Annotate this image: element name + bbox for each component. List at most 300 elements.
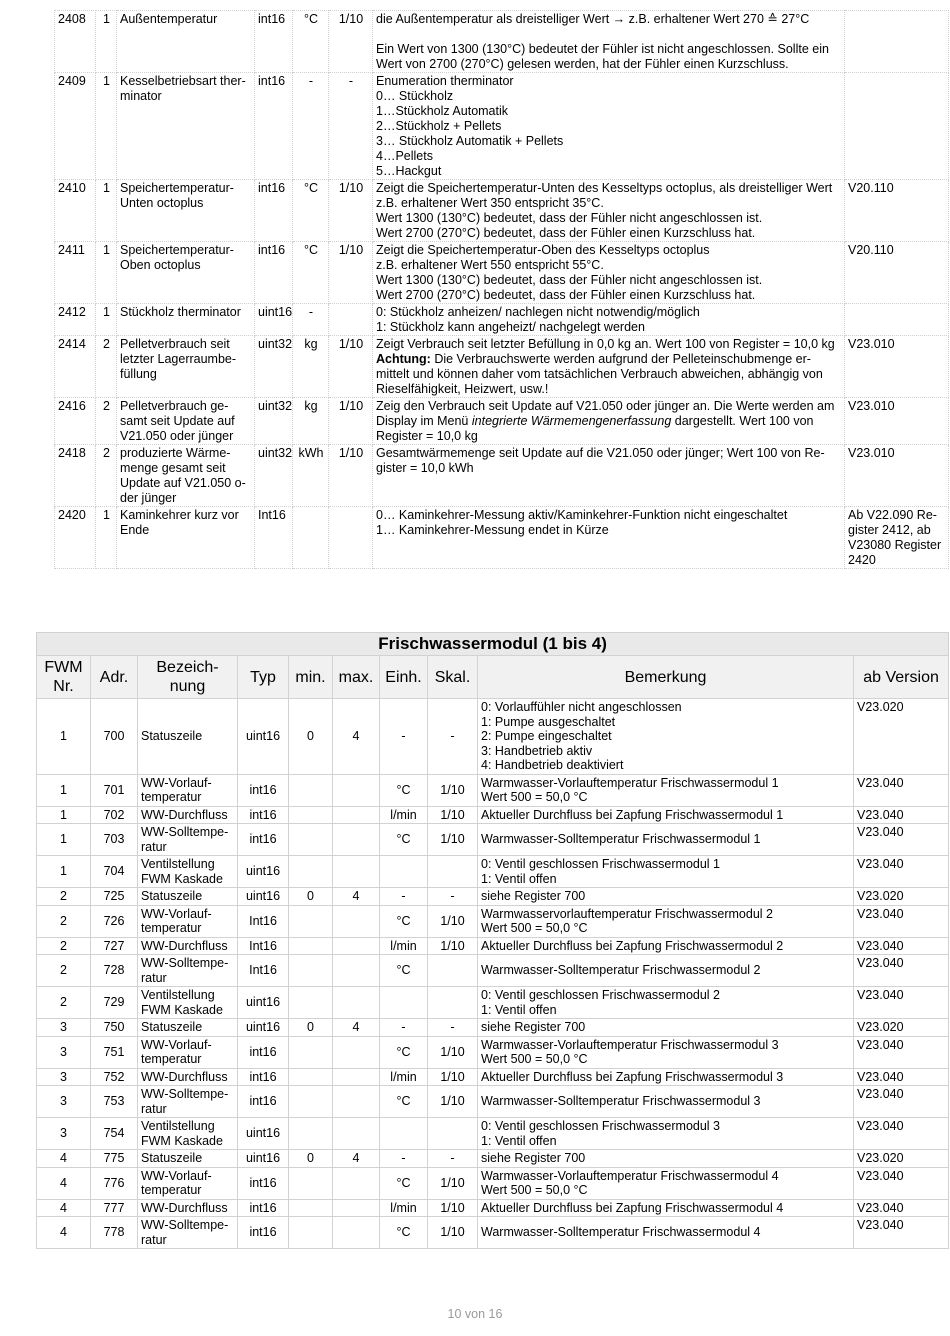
fwm-number: 1 (37, 699, 91, 775)
register-type: uint16 (255, 304, 293, 336)
remark-text: Zeigt Verbrauch seit letzter Befüllung in 0,0 kg an. Wert 100 von Register = 10,0 kg (376, 337, 835, 351)
register-address: 2410 (55, 180, 96, 242)
fwm-min: 0 (289, 699, 333, 775)
register-address: 2414 (55, 336, 96, 398)
fwm-unit: °C (380, 1036, 428, 1068)
fwm-unit (380, 1118, 428, 1150)
fwm-version: V23.040 (854, 987, 949, 1019)
register-version: Ab V22.090 Re-gister 2412, ab V23080 Register 2420 (845, 507, 949, 569)
fwm-version: V23.040 (854, 905, 949, 937)
table-row (55, 398, 949, 445)
fwm-max (333, 1036, 380, 1068)
table-row (37, 1150, 949, 1168)
register-count: 1 (96, 304, 117, 336)
table-row (37, 1217, 949, 1249)
table-row (37, 905, 949, 937)
header-einheit: Einh. (380, 656, 428, 699)
register-address: 2416 (55, 398, 96, 445)
remark-warning-label: Achtung: (376, 352, 431, 366)
fwm-remark: Warmwasser-Vorlauftemperatur Frischwassermodul 1 Wert 500 = 50,0 °C (478, 774, 854, 806)
register-scale: 1/10 (329, 336, 373, 398)
header-skalierung: Skal. (428, 656, 478, 699)
register-unit: °C (293, 242, 329, 304)
register-remark: Gesamtwärmemenge seit Update auf die V21.050 oder jünger; Wert 100 von Re-gister = 10,0 kWh (373, 445, 845, 507)
fwm-unit: °C (380, 1217, 428, 1249)
header-bemerkung: Bemerkung (478, 656, 854, 699)
fwm-table (36, 632, 949, 1249)
fwm-designation: Statuszeile (138, 1150, 238, 1168)
fwm-min (289, 824, 333, 856)
register-type: int16 (255, 180, 293, 242)
fwm-designation: WW-Solltempe-ratur (138, 824, 238, 856)
register-name: Stückholz therminator (117, 304, 255, 336)
fwm-type: uint16 (238, 1019, 289, 1037)
fwm-min (289, 774, 333, 806)
header-min: min. (289, 656, 333, 699)
fwm-address: 704 (91, 856, 138, 888)
fwm-unit: °C (380, 774, 428, 806)
fwm-type: int16 (238, 806, 289, 824)
fwm-remark: Warmwasservorlauftemperatur Frischwassermodul 2 Wert 500 = 50,0 °C (478, 905, 854, 937)
fwm-address: 729 (91, 987, 138, 1019)
fwm-remark: Warmwasser-Vorlauftemperatur Frischwassermodul 4 Wert 500 = 50,0 °C (478, 1167, 854, 1199)
fwm-min (289, 955, 333, 987)
fwm-max (333, 1086, 380, 1118)
register-count: 1 (96, 73, 117, 180)
register-address: 2411 (55, 242, 96, 304)
fwm-number: 4 (37, 1217, 91, 1249)
register-name: Kesselbetriebsart ther-minator (117, 73, 255, 180)
fwm-address: 777 (91, 1199, 138, 1217)
fwm-unit: °C (380, 955, 428, 987)
fwm-remark: Warmwasser-Solltemperatur Frischwassermodul 1 (478, 824, 854, 856)
fwm-address: 726 (91, 905, 138, 937)
register-unit: °C (293, 180, 329, 242)
register-remark: Zeigt die Speichertemperatur-Oben des Kesseltyps octoplus z.B. erhaltener Wert 550 entspricht 55°C. Wert 1300 (130°C) bedeutet, dass der Fühler nicht angeschlossen ist. Wert 2700 (270°C) bedeutet, dass der Fühler einen Kurzschluss hat. (373, 242, 845, 304)
fwm-designation: WW-Durchfluss (138, 1068, 238, 1086)
fwm-scale (428, 1118, 478, 1150)
register-count: 2 (96, 445, 117, 507)
register-unit (293, 507, 329, 569)
fwm-version: V23.040 (854, 1167, 949, 1199)
fwm-type: uint16 (238, 1118, 289, 1150)
fwm-unit: °C (380, 905, 428, 937)
fwm-version: V23.020 (854, 888, 949, 906)
header-bezeichnung: Bezeich-nung (138, 656, 238, 699)
fwm-number: 4 (37, 1199, 91, 1217)
fwm-max (333, 1167, 380, 1199)
register-version (845, 304, 949, 336)
fwm-type: int16 (238, 1167, 289, 1199)
fwm-address: 753 (91, 1086, 138, 1118)
register-version (845, 11, 949, 73)
fwm-max (333, 774, 380, 806)
register-remark: die Außentemperatur als dreistelliger Wert → z.B. erhaltener Wert 270 ≙ 27°C Ein Wert von 1300 (130°C) bedeutet der Fühler ist nicht angeschlossen. Sollte ein Wert von 2700 (270°C) gelesen werden, hat der Fühler einen Kurzschluss. (373, 11, 845, 73)
table-row (37, 806, 949, 824)
header-version: ab Version (854, 656, 949, 699)
register-scale: 1/10 (329, 445, 373, 507)
fwm-address: 750 (91, 1019, 138, 1037)
fwm-type: int16 (238, 1199, 289, 1217)
fwm-scale: 1/10 (428, 905, 478, 937)
fwm-address: 751 (91, 1036, 138, 1068)
table-row (37, 774, 949, 806)
fwm-unit: l/min (380, 806, 428, 824)
fwm-scale: 1/10 (428, 1086, 478, 1118)
register-version: V23.010 (845, 445, 949, 507)
fwm-version: V23.040 (854, 1118, 949, 1150)
fwm-type: int16 (238, 1217, 289, 1249)
fwm-type: int16 (238, 1086, 289, 1118)
fwm-remark: Aktueller Durchfluss bei Zapfung Frischwassermodul 1 (478, 806, 854, 824)
fwm-remark: Aktueller Durchfluss bei Zapfung Frischwassermodul 2 (478, 937, 854, 955)
fwm-number: 3 (37, 1068, 91, 1086)
fwm-remark: Aktueller Durchfluss bei Zapfung Frischwassermodul 3 (478, 1068, 854, 1086)
header-fwm: FWM Nr. (37, 656, 91, 699)
register-remark: Enumeration therminator 0… Stückholz 1…Stückholz Automatik 2…Stückholz + Pellets 3… Stückholz Automatik + Pellets 4…Pellets 5…Hackgut (373, 73, 845, 180)
fwm-min (289, 806, 333, 824)
register-count: 1 (96, 507, 117, 569)
fwm-type: uint16 (238, 888, 289, 906)
fwm-scale: 1/10 (428, 1217, 478, 1249)
register-version: V23.010 (845, 398, 949, 445)
register-type: uint32 (255, 398, 293, 445)
fwm-scale: - (428, 1150, 478, 1168)
register-version: V23.010 (845, 336, 949, 398)
register-name: Pelletverbrauch seit letzter Lagerraumbe-füllung (117, 336, 255, 398)
fwm-designation: WW-Solltempe-ratur (138, 1217, 238, 1249)
fwm-table-title-row (37, 633, 949, 656)
fwm-remark: siehe Register 700 (478, 1150, 854, 1168)
register-name: Speichertemperatur-Unten octoplus (117, 180, 255, 242)
fwm-max: 4 (333, 699, 380, 775)
fwm-unit: - (380, 699, 428, 775)
fwm-designation: Statuszeile (138, 1019, 238, 1037)
fwm-number: 4 (37, 1167, 91, 1199)
fwm-min (289, 1118, 333, 1150)
register-version: V20.110 (845, 242, 949, 304)
table-row (37, 888, 949, 906)
register-table-upper (54, 10, 949, 569)
register-address: 2420 (55, 507, 96, 569)
fwm-number: 2 (37, 888, 91, 906)
register-name: Speichertemperatur-Oben octoplus (117, 242, 255, 304)
fwm-version: V23.040 (854, 1217, 949, 1249)
register-scale: 1/10 (329, 11, 373, 73)
fwm-unit (380, 987, 428, 1019)
fwm-min (289, 1086, 333, 1118)
fwm-scale: 1/10 (428, 806, 478, 824)
register-remark: 0… Kaminkehrer-Messung aktiv/Kaminkehrer-Funktion nicht eingeschaltet 1… Kaminkehrer-Messung endet in Kürze (373, 507, 845, 569)
fwm-type: uint16 (238, 1150, 289, 1168)
fwm-scale: 1/10 (428, 774, 478, 806)
fwm-unit: °C (380, 824, 428, 856)
fwm-scale (428, 955, 478, 987)
register-remark: Zeigt die Speichertemperatur-Unten des Kesseltyps octoplus, als dreistelliger Wert z.B. erhaltener Wert 350 entspricht 35°C. Wert 1300 (130°C) bedeutet, dass der Fühler nicht angeschlossen ist. Wert 2700 (270°C) bedeutet, dass der Fühler einen Kurzschluss hat. (373, 180, 845, 242)
fwm-max (333, 905, 380, 937)
fwm-designation: WW-Durchfluss (138, 806, 238, 824)
register-type: int16 (255, 73, 293, 180)
table-row (55, 11, 949, 73)
register-address: 2412 (55, 304, 96, 336)
table-row (37, 1036, 949, 1068)
fwm-type: Int16 (238, 937, 289, 955)
register-count: 1 (96, 242, 117, 304)
fwm-remark: Warmwasser-Solltemperatur Frischwassermodul 3 (478, 1086, 854, 1118)
register-scale (329, 304, 373, 336)
register-version: V20.110 (845, 180, 949, 242)
fwm-address: 778 (91, 1217, 138, 1249)
page-number: 10 von 16 (447, 1307, 503, 1321)
fwm-min (289, 1199, 333, 1217)
fwm-address: 700 (91, 699, 138, 775)
fwm-min (289, 905, 333, 937)
table-row (37, 856, 949, 888)
fwm-min (289, 1217, 333, 1249)
fwm-version: V23.040 (854, 774, 949, 806)
fwm-version: V23.040 (854, 824, 949, 856)
fwm-version: V23.040 (854, 806, 949, 824)
fwm-type: int16 (238, 774, 289, 806)
register-name: produzierte Wärme-menge gesamt seit Update auf V21.050 o-der jünger (117, 445, 255, 507)
fwm-scale: 1/10 (428, 1036, 478, 1068)
register-address: 2418 (55, 445, 96, 507)
fwm-unit: - (380, 888, 428, 906)
fwm-address: 754 (91, 1118, 138, 1150)
remark-warning-text: Die Verbrauchswerte werden aufgrund der Pelleteinschubmenge er-mittelt und können daher vom tatsächlichen Verbrauch abweichen, abhängig von Rieselfähigkeit, Heizwert, usw.! (376, 352, 823, 396)
table-row (55, 336, 949, 398)
fwm-address: 776 (91, 1167, 138, 1199)
fwm-unit: °C (380, 1167, 428, 1199)
fwm-scale: 1/10 (428, 937, 478, 955)
fwm-number: 2 (37, 937, 91, 955)
fwm-scale: 1/10 (428, 1068, 478, 1086)
register-table-upper-body (55, 11, 949, 569)
table-row (55, 73, 949, 180)
fwm-scale: 1/10 (428, 1199, 478, 1217)
fwm-max (333, 1199, 380, 1217)
fwm-number: 3 (37, 1086, 91, 1118)
register-type: uint32 (255, 336, 293, 398)
fwm-remark: Warmwasser-Solltemperatur Frischwassermodul 2 (478, 955, 854, 987)
fwm-version: V23.040 (854, 1199, 949, 1217)
fwm-version: V23.020 (854, 1019, 949, 1037)
table-row (37, 937, 949, 955)
register-scale: 1/10 (329, 398, 373, 445)
fwm-max (333, 937, 380, 955)
register-scale (329, 507, 373, 569)
fwm-address: 703 (91, 824, 138, 856)
fwm-type: uint16 (238, 699, 289, 775)
fwm-designation: Statuszeile (138, 888, 238, 906)
header-adr: Adr. (91, 656, 138, 699)
register-unit: - (293, 304, 329, 336)
fwm-address: 702 (91, 806, 138, 824)
fwm-max (333, 987, 380, 1019)
register-remark (373, 336, 845, 398)
fwm-max (333, 806, 380, 824)
register-address: 2409 (55, 73, 96, 180)
fwm-designation: Ventilstellung FWM Kaskade (138, 856, 238, 888)
table-row (37, 1167, 949, 1199)
fwm-version: V23.040 (854, 1086, 949, 1118)
table-row (55, 180, 949, 242)
fwm-number: 1 (37, 824, 91, 856)
register-name: Außentemperatur (117, 11, 255, 73)
fwm-designation: WW-Solltempe-ratur (138, 1086, 238, 1118)
fwm-table-title: Frischwassermodul (1 bis 4) (37, 633, 949, 656)
fwm-version: V23.040 (854, 1068, 949, 1086)
register-scale: 1/10 (329, 180, 373, 242)
fwm-designation: WW-Durchfluss (138, 1199, 238, 1217)
fwm-max: 4 (333, 1019, 380, 1037)
fwm-version: V23.040 (854, 856, 949, 888)
register-count: 1 (96, 11, 117, 73)
fwm-min: 0 (289, 1150, 333, 1168)
register-remark (373, 398, 845, 445)
fwm-remark: 0: Ventil geschlossen Frischwassermodul 3 1: Ventil offen (478, 1118, 854, 1150)
fwm-type: Int16 (238, 905, 289, 937)
fwm-min: 0 (289, 888, 333, 906)
fwm-number: 2 (37, 987, 91, 1019)
fwm-number: 1 (37, 856, 91, 888)
fwm-address: 725 (91, 888, 138, 906)
fwm-type: int16 (238, 824, 289, 856)
table-row (55, 304, 949, 336)
fwm-remark: Warmwasser-Vorlauftemperatur Frischwassermodul 3 Wert 500 = 50,0 °C (478, 1036, 854, 1068)
remark-text-end: dargestellt. Wert 100 von Register = 10,0 kg (376, 414, 814, 443)
fwm-max (333, 1068, 380, 1086)
fwm-remark: Warmwasser-Solltemperatur Frischwassermodul 4 (478, 1217, 854, 1249)
fwm-number: 2 (37, 905, 91, 937)
register-count: 2 (96, 336, 117, 398)
fwm-unit: °C (380, 1086, 428, 1118)
register-unit: kg (293, 336, 329, 398)
table-row (55, 507, 949, 569)
fwm-max (333, 955, 380, 987)
register-scale: 1/10 (329, 242, 373, 304)
table-row (37, 824, 949, 856)
fwm-max: 4 (333, 888, 380, 906)
fwm-type: int16 (238, 1036, 289, 1068)
register-unit: °C (293, 11, 329, 73)
register-unit: kg (293, 398, 329, 445)
fwm-version: V23.020 (854, 699, 949, 775)
register-address: 2408 (55, 11, 96, 73)
register-count: 2 (96, 398, 117, 445)
fwm-min (289, 1036, 333, 1068)
fwm-unit: l/min (380, 937, 428, 955)
fwm-type: int16 (238, 1068, 289, 1086)
fwm-min (289, 1068, 333, 1086)
fwm-designation: WW-Durchfluss (138, 937, 238, 955)
remark-menu-name: integrierte Wärmemengenerfassung (471, 414, 672, 428)
remark-text: Zeig den Verbrauch seit Update auf V21.050 oder jünger an. Die Werte werden am Display im Menü (376, 399, 835, 428)
fwm-remark: 0: Ventil geschlossen Frischwassermodul 1 1: Ventil offen (478, 856, 854, 888)
register-unit: kWh (293, 445, 329, 507)
register-scale: - (329, 73, 373, 180)
table-row (37, 1199, 949, 1217)
fwm-min (289, 1167, 333, 1199)
fwm-number: 4 (37, 1150, 91, 1168)
fwm-max (333, 1217, 380, 1249)
fwm-designation: WW-Vorlauf-temperatur (138, 1167, 238, 1199)
fwm-unit: - (380, 1150, 428, 1168)
fwm-number: 3 (37, 1036, 91, 1068)
fwm-scale: 1/10 (428, 824, 478, 856)
fwm-number: 2 (37, 955, 91, 987)
fwm-remark: siehe Register 700 (478, 1019, 854, 1037)
table-row (55, 242, 949, 304)
header-max: max. (333, 656, 380, 699)
fwm-number: 3 (37, 1019, 91, 1037)
fwm-designation: WW-Vorlauf-temperatur (138, 774, 238, 806)
fwm-scale: - (428, 1019, 478, 1037)
register-count: 1 (96, 180, 117, 242)
fwm-table-body (37, 699, 949, 1249)
fwm-version: V23.020 (854, 1150, 949, 1168)
register-name: Pelletverbrauch ge-samt seit Update auf V21.050 oder jünger (117, 398, 255, 445)
fwm-remark: 0: Ventil geschlossen Frischwassermodul 2 1: Ventil offen (478, 987, 854, 1019)
fwm-designation: Ventilstellung FWM Kaskade (138, 1118, 238, 1150)
fwm-scale (428, 856, 478, 888)
fwm-min (289, 987, 333, 1019)
fwm-address: 701 (91, 774, 138, 806)
fwm-max (333, 856, 380, 888)
fwm-max: 4 (333, 1150, 380, 1168)
register-type: uint32 (255, 445, 293, 507)
fwm-remark: 0: Vorlauffühler nicht angeschlossen 1: Pumpe ausgeschaltet 2: Pumpe eingeschaltet 3: Handbetrieb aktiv 4: Handbetrieb deaktiviert (478, 699, 854, 775)
register-name: Kaminkehrer kurz vor Ende (117, 507, 255, 569)
fwm-version: V23.040 (854, 955, 949, 987)
fwm-designation: Ventilstellung FWM Kaskade (138, 987, 238, 1019)
fwm-scale (428, 987, 478, 1019)
table-row (37, 1019, 949, 1037)
fwm-unit: - (380, 1019, 428, 1037)
fwm-designation: WW-Solltempe-ratur (138, 955, 238, 987)
fwm-address: 727 (91, 937, 138, 955)
fwm-unit: l/min (380, 1068, 428, 1086)
fwm-number: 1 (37, 806, 91, 824)
fwm-remark: siehe Register 700 (478, 888, 854, 906)
fwm-min (289, 856, 333, 888)
fwm-scale: - (428, 699, 478, 775)
fwm-min (289, 937, 333, 955)
register-type: Int16 (255, 507, 293, 569)
fwm-address: 728 (91, 955, 138, 987)
table-row (37, 1118, 949, 1150)
table-row (37, 1086, 949, 1118)
register-unit: - (293, 73, 329, 180)
fwm-min: 0 (289, 1019, 333, 1037)
fwm-remark: Aktueller Durchfluss bei Zapfung Frischwassermodul 4 (478, 1199, 854, 1217)
fwm-address: 775 (91, 1150, 138, 1168)
fwm-type: Int16 (238, 955, 289, 987)
table-row (37, 1068, 949, 1086)
register-remark: 0: Stückholz anheizen/ nachlegen nicht notwendig/möglich 1: Stückholz kann angeheizt/ nachgelegt werden (373, 304, 845, 336)
fwm-designation: WW-Vorlauf-temperatur (138, 905, 238, 937)
fwm-type: uint16 (238, 987, 289, 1019)
fwm-number: 3 (37, 1118, 91, 1150)
register-type: int16 (255, 11, 293, 73)
fwm-address: 752 (91, 1068, 138, 1086)
register-type: int16 (255, 242, 293, 304)
table-row (37, 955, 949, 987)
table-row (37, 987, 949, 1019)
fwm-type: uint16 (238, 856, 289, 888)
fwm-unit (380, 856, 428, 888)
fwm-scale: - (428, 888, 478, 906)
